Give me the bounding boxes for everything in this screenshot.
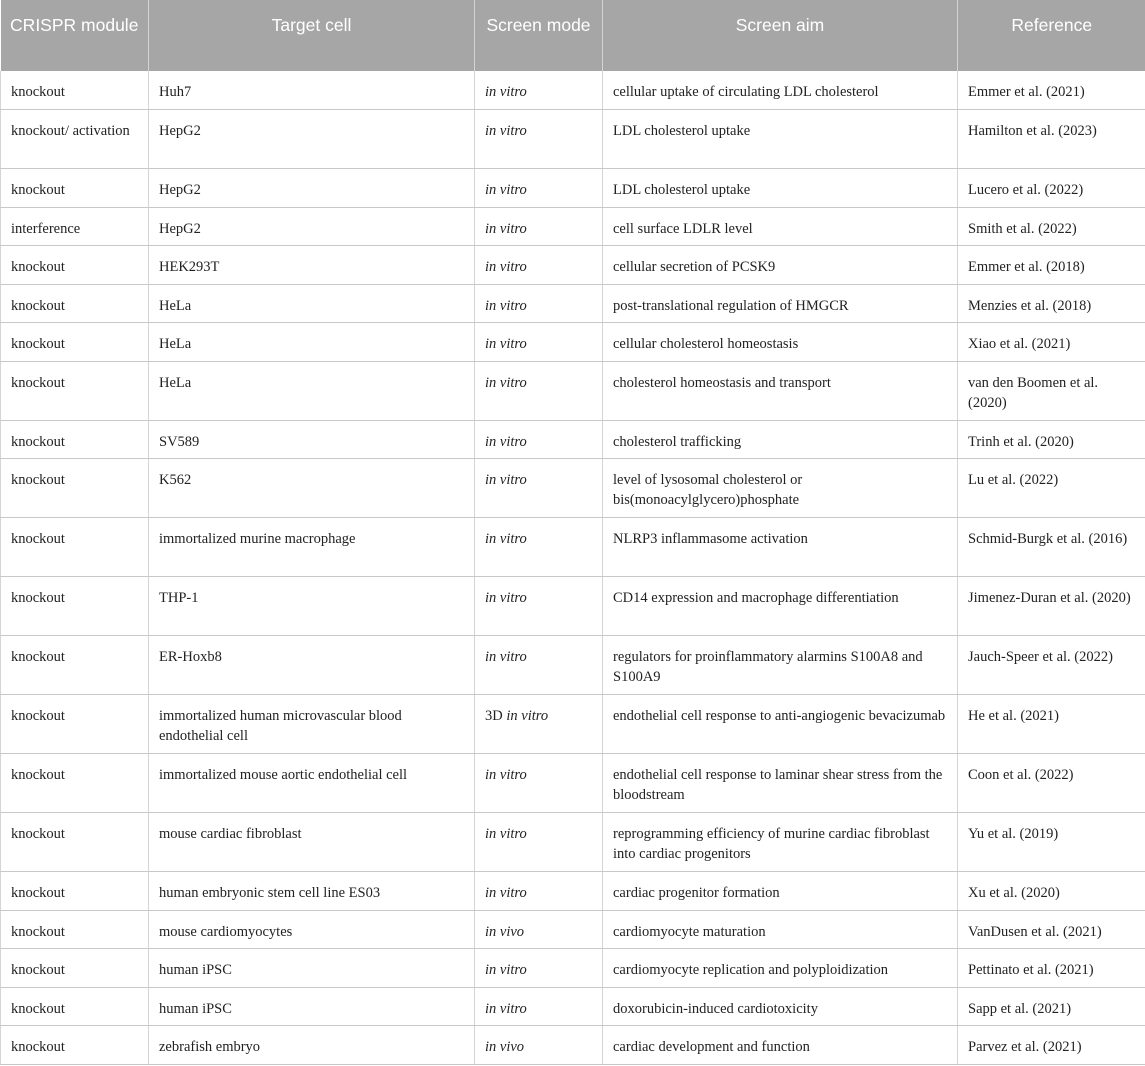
cell-target-cell: HepG2: [149, 207, 475, 246]
cell-target-cell: ER-Hoxb8: [149, 636, 475, 695]
cell-reference: Jauch-Speer et al. (2022): [958, 636, 1145, 695]
header-target-cell: Target cell: [149, 0, 475, 71]
cell-reference: Lucero et al. (2022): [958, 169, 1145, 208]
cell-screen-mode: [475, 636, 603, 695]
cell-screen-aim: LDL cholesterol uptake: [603, 110, 958, 169]
cell-screen-aim: NLRP3 inflammasome activation: [603, 518, 958, 577]
cell-crispr-module: knockout: [1, 361, 149, 420]
screen-mode-value: in vitro: [485, 649, 527, 665]
cell-reference: VanDusen et al. (2021): [958, 910, 1145, 949]
table-row: [1, 110, 1145, 169]
table-row: [1, 636, 1145, 695]
cell-crispr-module: knockout: [1, 754, 149, 813]
cell-screen-mode: [475, 420, 603, 459]
cell-target-cell: THP-1: [149, 577, 475, 636]
table-row: [1, 949, 1145, 988]
cell-target-cell: HeLa: [149, 323, 475, 362]
cell-screen-aim: level of lysosomal cholesterol or bis(monoacylglycero)phosphate: [603, 459, 958, 518]
screen-mode-value: in vitro: [485, 531, 527, 547]
screen-mode-value: in vitro: [485, 84, 527, 100]
table-row: [1, 813, 1145, 872]
screen-mode-value: in vitro: [485, 297, 527, 314]
cell-crispr-module: knockout: [1, 71, 149, 110]
cell-screen-mode: [475, 577, 603, 636]
table-row: [1, 169, 1145, 208]
cell-target-cell: immortalized human microvascular blood endothelial cell: [149, 695, 475, 754]
cell-screen-aim: CD14 expression and macrophage differentiation: [603, 577, 958, 636]
screen-mode-value: in vitro: [485, 259, 527, 275]
cell-screen-mode: [475, 754, 603, 813]
cell-screen-mode: [475, 518, 603, 577]
table-row: [1, 910, 1145, 949]
cell-reference: Jimenez-Duran et al. (2020): [958, 577, 1145, 636]
cell-reference: Lu et al. (2022): [958, 459, 1145, 518]
cell-reference: van den Boomen et al. (2020): [958, 361, 1145, 420]
screen-mode-value: in vivo: [485, 923, 525, 940]
cell-target-cell: K562: [149, 459, 475, 518]
cell-reference: Parvez et al. (2021): [958, 1026, 1145, 1065]
header-screen-aim: Screen aim: [603, 0, 958, 71]
header-row: [1, 0, 1145, 71]
cell-crispr-module: knockout: [1, 577, 149, 636]
cell-crispr-module: knockout: [1, 987, 149, 1026]
screen-mode-value: in vitro: [485, 885, 527, 901]
cell-screen-aim: cholesterol trafficking: [603, 420, 958, 459]
table-row: [1, 518, 1145, 577]
screen-mode-value: in vitro: [485, 433, 527, 450]
cell-screen-mode: [475, 1026, 603, 1065]
table-row: [1, 754, 1145, 813]
cell-target-cell: HepG2: [149, 169, 475, 208]
cell-screen-aim: cellular uptake of circulating LDL cholesterol: [603, 71, 958, 110]
screen-mode-value: in vitro: [485, 472, 527, 488]
cell-screen-aim: endothelial cell response to laminar shear stress from the bloodstream: [603, 754, 958, 813]
cell-target-cell: human embryonic stem cell line ES03: [149, 872, 475, 911]
cell-crispr-module: knockout: [1, 420, 149, 459]
table-header: [1, 0, 1145, 71]
cell-screen-mode: [475, 207, 603, 246]
cell-screen-aim: cardiomyocyte maturation: [603, 910, 958, 949]
cell-target-cell: zebrafish embryo: [149, 1026, 475, 1065]
table-row: [1, 420, 1145, 459]
cell-reference: Menzies et al. (2018): [958, 284, 1145, 323]
cell-reference: Xu et al. (2020): [958, 872, 1145, 911]
screen-mode-value: in vitro: [506, 708, 549, 724]
screen-mode-value: in vitro: [485, 336, 527, 352]
cell-screen-mode: [475, 71, 603, 110]
screen-mode-value: in vitro: [485, 826, 527, 842]
cell-screen-mode: [475, 323, 603, 362]
cell-screen-mode: [475, 910, 603, 949]
cell-reference: Xiao et al. (2021): [958, 323, 1145, 362]
table-row: [1, 361, 1145, 420]
table-row: [1, 695, 1145, 754]
cell-target-cell: mouse cardiomyocytes: [149, 910, 475, 949]
cell-crispr-module: knockout: [1, 1026, 149, 1065]
cell-screen-mode: [475, 361, 603, 420]
cell-crispr-module: knockout: [1, 246, 149, 285]
cell-screen-aim: cellular secretion of PCSK9: [603, 246, 958, 285]
cell-crispr-module: knockout: [1, 949, 149, 988]
cell-screen-mode: [475, 169, 603, 208]
cell-reference: Smith et al. (2022): [958, 207, 1145, 246]
cell-screen-mode: [475, 459, 603, 518]
cell-screen-aim: reprogramming efficiency of murine cardiac fibroblast into cardiac progenitors: [603, 813, 958, 872]
cell-reference: Schmid-Burgk et al. (2016): [958, 518, 1145, 577]
cell-reference: Trinh et al. (2020): [958, 420, 1145, 459]
cell-screen-aim: cardiac progenitor formation: [603, 872, 958, 911]
cell-screen-aim: cholesterol homeostasis and transport: [603, 361, 958, 420]
cell-screen-mode: [475, 949, 603, 988]
cell-screen-aim: regulators for proinflammatory alarmins S100A8 and S100A9: [603, 636, 958, 695]
cell-target-cell: HeLa: [149, 361, 475, 420]
cell-reference: Yu et al. (2019): [958, 813, 1145, 872]
screen-mode-value: in vitro: [485, 767, 527, 783]
cell-target-cell: HeLa: [149, 284, 475, 323]
cell-reference: He et al. (2021): [958, 695, 1145, 754]
cell-target-cell: immortalized murine macrophage: [149, 518, 475, 577]
table-row: [1, 577, 1145, 636]
cell-screen-aim: post-translational regulation of HMGCR: [603, 284, 958, 323]
cell-target-cell: HepG2: [149, 110, 475, 169]
cell-crispr-module: knockout: [1, 636, 149, 695]
screen-mode-value: in vitro: [485, 590, 527, 606]
screen-mode-value: in vitro: [485, 220, 527, 237]
cell-crispr-module: knockout: [1, 910, 149, 949]
table-row: [1, 459, 1145, 518]
cell-crispr-module: knockout: [1, 518, 149, 577]
cell-screen-mode: [475, 872, 603, 911]
cell-target-cell: immortalized mouse aortic endothelial cell: [149, 754, 475, 813]
cell-screen-aim: cardiomyocyte replication and polyploidization: [603, 949, 958, 988]
cell-crispr-module: interference: [1, 207, 149, 246]
cell-target-cell: mouse cardiac fibroblast: [149, 813, 475, 872]
cell-screen-aim: cell surface LDLR level: [603, 207, 958, 246]
header-crispr-module: CRISPR module: [1, 0, 149, 71]
cell-screen-aim: cardiac development and function: [603, 1026, 958, 1065]
cell-reference: Coon et al. (2022): [958, 754, 1145, 813]
cell-reference: Sapp et al. (2021): [958, 987, 1145, 1026]
cell-screen-aim: endothelial cell response to anti-angiogenic bevacizumab: [603, 695, 958, 754]
cell-crispr-module: knockout/ activation: [1, 110, 149, 169]
header-screen-mode: Screen mode: [475, 0, 603, 71]
table-row: [1, 872, 1145, 911]
cell-crispr-module: knockout: [1, 813, 149, 872]
cell-target-cell: Huh7: [149, 71, 475, 110]
screen-mode-value: in vitro: [485, 1000, 527, 1017]
cell-screen-aim: LDL cholesterol uptake: [603, 169, 958, 208]
cell-crispr-module: knockout: [1, 459, 149, 518]
cell-target-cell: human iPSC: [149, 949, 475, 988]
table-row: [1, 207, 1145, 246]
cell-crispr-module: knockout: [1, 284, 149, 323]
cell-screen-mode: [475, 987, 603, 1026]
cell-crispr-module: knockout: [1, 323, 149, 362]
cell-screen-mode: [475, 813, 603, 872]
cell-crispr-module: knockout: [1, 872, 149, 911]
cell-reference: Emmer et al. (2018): [958, 246, 1145, 285]
screen-mode-prefix: 3D: [485, 708, 507, 724]
table-row: [1, 1026, 1145, 1065]
cell-screen-mode: [475, 695, 603, 754]
header-reference: Reference: [958, 0, 1145, 71]
table-row: [1, 323, 1145, 362]
cell-crispr-module: knockout: [1, 695, 149, 754]
cell-screen-mode: [475, 246, 603, 285]
table-row: [1, 71, 1145, 110]
cell-reference: Hamilton et al. (2023): [958, 110, 1145, 169]
screen-mode-value: in vitro: [485, 374, 527, 391]
table-body: [1, 71, 1145, 1064]
cell-screen-mode: [475, 284, 603, 323]
cell-target-cell: human iPSC: [149, 987, 475, 1026]
cell-reference: Emmer et al. (2021): [958, 71, 1145, 110]
cell-target-cell: SV589: [149, 420, 475, 459]
cell-screen-mode: [475, 110, 603, 169]
table-row: [1, 246, 1145, 285]
cell-screen-aim: cellular cholesterol homeostasis: [603, 323, 958, 362]
screen-mode-value: in vitro: [485, 962, 527, 978]
table-row: [1, 987, 1145, 1026]
cell-screen-aim: doxorubicin-induced cardiotoxicity: [603, 987, 958, 1026]
cell-target-cell: HEK293T: [149, 246, 475, 285]
cell-reference: Pettinato et al. (2021): [958, 949, 1145, 988]
screen-mode-value: in vivo: [485, 1039, 525, 1055]
screen-mode-value: in vitro: [485, 123, 527, 139]
screen-mode-value: in vitro: [485, 182, 527, 198]
table-row: [1, 284, 1145, 323]
cell-crispr-module: knockout: [1, 169, 149, 208]
